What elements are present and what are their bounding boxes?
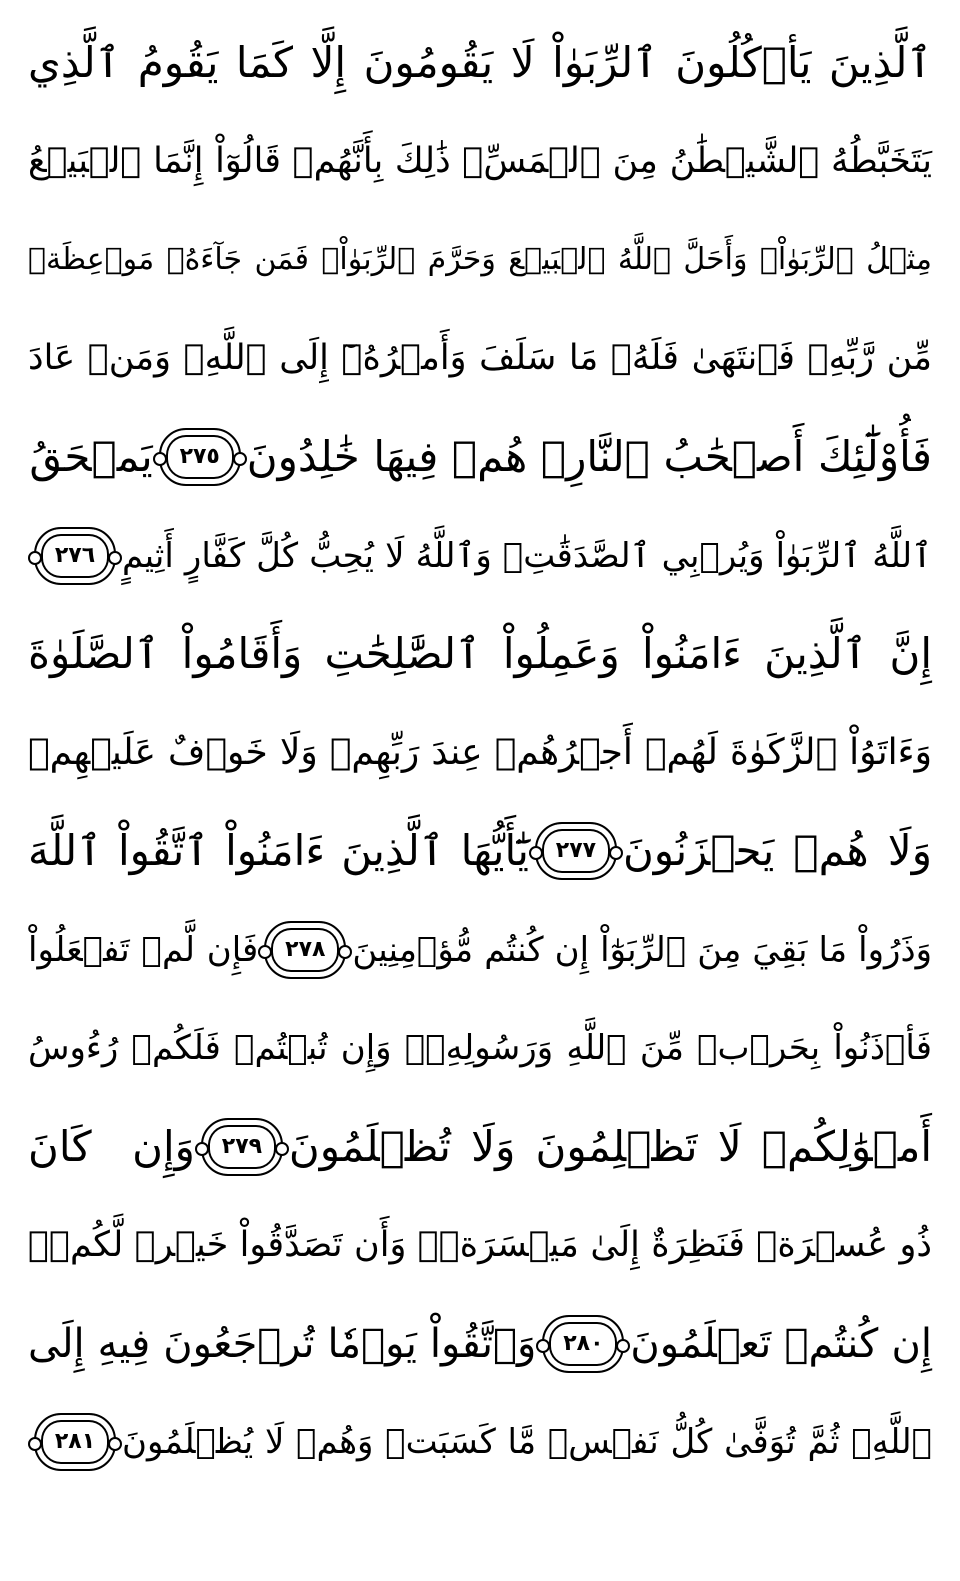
verse-text: إِن كُنتُمۡ تَعۡلَمُونَ [630,1320,932,1367]
verse-text: ذُو عُسۡرَةٖ فَنَظِرَةٌ إِلَىٰ مَيۡسَرَةٖۚ وَأَن تَصَدَّقُواْ خَيۡرٞ لَّكُمۡۖ [28,1224,932,1265]
verse-text: وَءَاتَوُاْ ٱلزَّكَوٰةَ لَهُمۡ أَجۡرُهُمۡ عِندَ رَبِّهِمۡ وَلَا خَوۡفٌ عَلَيۡهِمۡ [28,731,932,773]
verse-text: وَٱتَّقُواْ يَوۡمٗا تُرۡجَعُونَ فِيهِ إِلَى [28,1320,537,1367]
verse-text: وَإِن كَانَ [27,1121,195,1171]
verse-line [28,211,932,310]
verse-text: وَذَرُواْ مَا بَقِيَ مِنَ ٱلرِّبَوٰٓاْ إِن كُنتُم مُّؤۡمِنِينَ [352,929,932,970]
verse-line [28,1295,932,1394]
verse-line [28,605,932,704]
ayah-number-marker: ٢٧٦ [34,527,116,585]
ayah-number-marker: ٢٨٠ [542,1315,624,1373]
verse-text: يَٰٓأَيُّهَا ٱلَّذِينَ ءَامَنُواْ ٱتَّقُواْ ٱللَّهَ [27,826,529,876]
verse-text: أَمۡوَٰلِكُمۡ لَا تَظۡلِمُونَ وَلَا تُظۡلَمُونَ [288,1121,932,1171]
verse-text: فَإِن لَّمۡ تَفۡعَلُواْ [28,929,259,970]
verse-text: إِنَّ ٱلَّذِينَ ءَامَنُواْ وَعَمِلُواْ ٱلصَّٰلِحَٰتِ وَأَقَامُواْ ٱلصَّلَوٰةَ [28,629,932,679]
verse-text: مِّن رَّبِّهِۦ فَٱنتَهَىٰ فَلَهُۥ مَا سَلَفَ وَأَمۡرُهُۥٓ إِلَى ٱللَّهِۖ وَمَنۡ عَادَ [28,338,932,379]
verse-line [28,704,932,803]
verse-line [28,507,932,606]
verse-line [28,802,932,901]
verse-text: ٱلَّذِينَ يَأۡكُلُونَ ٱلرِّبَوٰاْ لَا يَقُومُونَ إِلَّا كَمَا يَقُومُ ٱلَّذِي [28,38,932,88]
verse-line [28,408,932,507]
verse-line [28,1196,932,1295]
verse-text: يَمۡحَقُ [29,432,153,482]
ayah-number-marker: ٢٧٥ [159,428,241,486]
ayah-number-marker: ٢٧٧ [535,822,617,880]
verse-line [28,14,932,113]
verse-text: ٱللَّهِۖ ثُمَّ تُوَفَّىٰ كُلُّ نَفۡسٖ مَّا كَسَبَتۡ وَهُمۡ لَا يُظۡلَمُونَ [122,1422,932,1463]
verse-text: وَلَا هُمۡ يَحۡزَنُونَ [622,826,932,876]
verse-line [28,1098,932,1197]
verse-text: مِثۡلُ ٱلرِّبَوٰاْۗ وَأَحَلَّ ٱللَّهُ ٱلۡبَيۡعَ وَحَرَّمَ ٱلرِّبَوٰاْۚ فَمَن جَآءَهُۥ مَوۡعِظَةٞ [28,242,932,278]
ayah-number-marker: ٢٧٩ [201,1118,283,1176]
verse-line [28,901,932,1000]
ayah-number-marker: ٢٧٨ [264,921,346,979]
verse-line [28,999,932,1098]
verse-text: يَتَخَبَّطُهُ ٱلشَّيۡطَٰنُ مِنَ ٱلۡمَسِّۚ ذَٰلِكَ بِأَنَّهُمۡ قَالُوٓاْ إِنَّمَا ٱلۡبَيۡعُ [28,141,932,182]
verse-line [28,113,932,212]
verse-text: فَأُوْلَٰٓئِكَ أَصۡحَٰبُ ٱلنَّارِۖ هُمۡ فِيهَا خَٰلِدُونَ [246,432,932,482]
verse-text: ٱللَّهُ ٱلرِّبَوٰاْ وَيُرۡبِي ٱلصَّدَقَٰتِۗ وَٱللَّهُ لَا يُحِبُّ كُلَّ كَفَّارٍ أَثِيمٍ [122,535,932,576]
verse-line [28,1393,932,1492]
ayah-number-marker: ٢٨١ [34,1413,116,1471]
verse-text: فَأۡذَنُواْ بِحَرۡبٖ مِّنَ ٱللَّهِ وَرَسُولِهِۦۖ وَإِن تُبۡتُمۡ فَلَكُمۡ رُءُوسُ [28,1028,932,1069]
verse-line [28,310,932,409]
